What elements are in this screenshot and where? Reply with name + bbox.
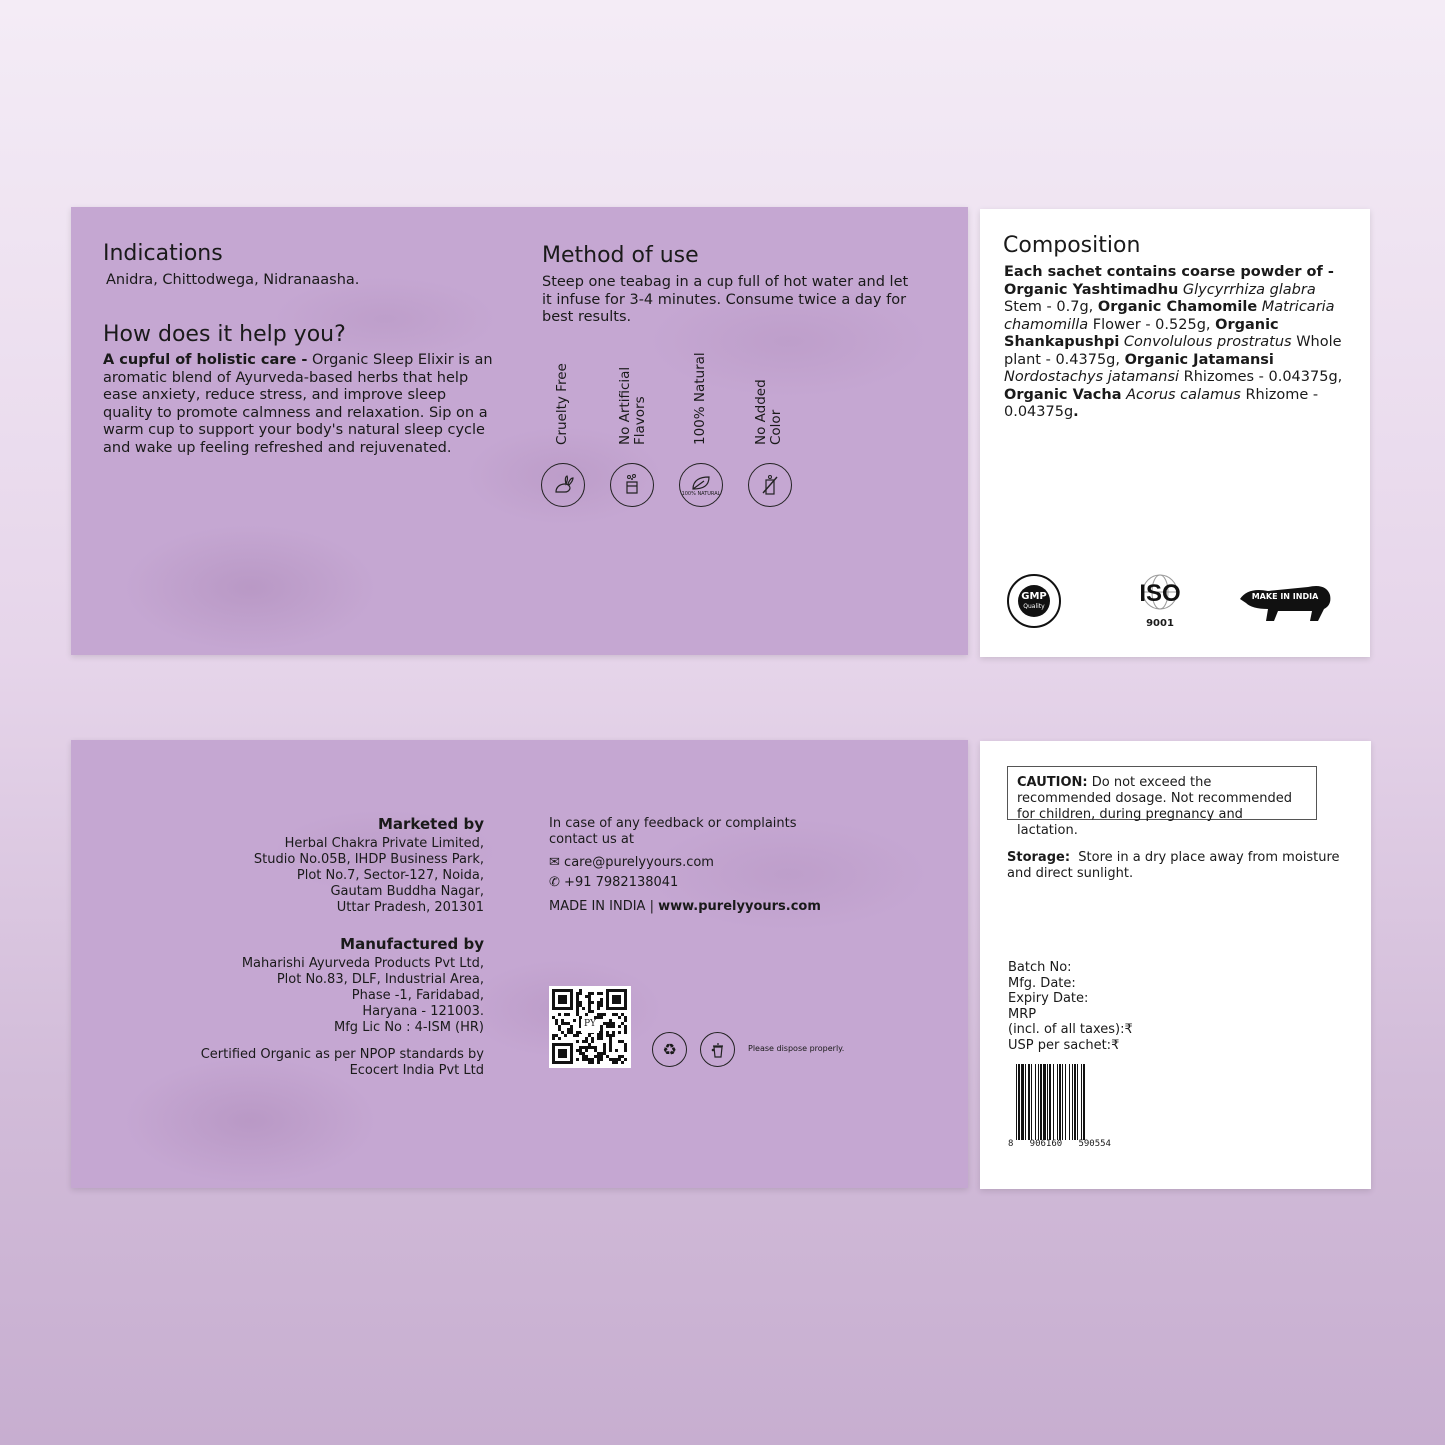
composition-title: Composition bbox=[1003, 233, 1141, 258]
website-link[interactable]: www.purelyyours.com bbox=[658, 899, 821, 914]
marketed-by-title: Marketed by bbox=[377, 815, 484, 833]
label-front-panel bbox=[71, 207, 968, 655]
phone-text: +91 7982138041 bbox=[564, 875, 679, 890]
qr-code bbox=[549, 986, 631, 1068]
whatsapp-icon: ✆ bbox=[549, 875, 560, 890]
feedback-text: In case of any feedback or complaints contact us at bbox=[549, 816, 797, 847]
rabbit-icon bbox=[541, 463, 585, 507]
caution-box: CAUTION: Do not exceed the recommended dosage. Not recommended for children, during pregnancy and lactation. bbox=[1007, 766, 1317, 820]
indications-text: Anidra, Chittodwega, Nidranaasha. bbox=[106, 272, 360, 288]
phone-row[interactable] bbox=[549, 875, 678, 891]
no-color-icon bbox=[748, 463, 792, 507]
label-back-panel bbox=[71, 740, 968, 1188]
mfg-date-field: Mfg. Date: bbox=[1008, 975, 1076, 991]
beaker-icon bbox=[610, 463, 654, 507]
batch-no-field: Batch No: bbox=[1008, 960, 1072, 975]
method-title: Method of use bbox=[542, 243, 699, 268]
barcode-digits: 8 906160 590554 bbox=[1008, 1139, 1111, 1149]
indications-title: Indications bbox=[103, 241, 223, 266]
made-in-india-row: MADE IN INDIA | www.purelyyours.com bbox=[549, 899, 821, 914]
method-text: Steep one teabag in a cup full of hot water and let it infuse for 3-4 minutes. Consume twice a day for best results. bbox=[542, 274, 909, 325]
usp-per-sachet-field: USP per sachet:₹ bbox=[1008, 1037, 1120, 1053]
mrp-taxes-field: (incl. of all taxes):₹ bbox=[1008, 1022, 1133, 1037]
iso-logo: ISO 9001 bbox=[1130, 572, 1190, 632]
dispose-text: Please dispose properly. bbox=[748, 1044, 845, 1053]
badge-label-no-added-color: No Added Color bbox=[753, 379, 784, 445]
leaf-icon: 100% NATURAL bbox=[679, 463, 723, 507]
make-in-india-logo: MAKE IN INDIA bbox=[1238, 579, 1334, 625]
help-text: A cupful of holistic care - Organic Sleep Elixir is an aromatic blend of Ayurveda-based herbs that help ease anxiety, reduce stress, and improve sleep quality to promote calmness and relaxation. Sip on a warm cup to support your body's natural sleep cycle and wake up feeling refreshed and rejuvenated. bbox=[103, 352, 493, 456]
manufactured-by-address: Maharishi Ayurveda Products Pvt Ltd, Plot No.83, DLF, Industrial Area, Phase -1, Faridabad, Haryana - 121003. Mfg Lic No : 4-ISM (HR) bbox=[241, 956, 484, 1035]
badge-label-no-artificial-flavors: No Artificial Flavors bbox=[617, 366, 648, 445]
recycle-icon: ♻ bbox=[652, 1032, 687, 1067]
composition-text: Each sachet contains coarse powder of - Organic Yashtimadhu Glycyrrhiza glabra Stem - 0.7g, Organic Chamomile Matricaria chamomilla Flower - 0.525g, Organic Shankapushpi Convolulous prostratus Whole plant - 0.4375g, Organic Jatamansi Nordostachys jatamansi Rhizomes - 0.04375g, Organic Vacha Acorus calamus Rhizome - 0.04375g. bbox=[1004, 264, 1343, 420]
mrp-field: MRP bbox=[1008, 1006, 1037, 1022]
batch-fields bbox=[1008, 960, 1133, 1053]
help-title: How does it help you? bbox=[103, 322, 346, 347]
expiry-date-field: Expiry Date: bbox=[1008, 991, 1089, 1006]
composition-panel bbox=[980, 209, 1370, 657]
info-panel bbox=[980, 741, 1371, 1189]
email-row[interactable] bbox=[549, 855, 714, 871]
qr-center-mark: PY bbox=[581, 1019, 599, 1033]
email-text: care@purelyyours.com bbox=[564, 855, 714, 870]
storage-text: Storage: Store in a dry place away from moisture and direct sunlight. bbox=[1007, 850, 1340, 881]
certification-note: Certified Organic as per NPOP standards by Ecocert India Pvt Ltd bbox=[200, 1047, 484, 1078]
manufactured-by-title: Manufactured by bbox=[340, 935, 484, 953]
dispose-bin-icon bbox=[700, 1032, 735, 1067]
marketed-by-address: Herbal Chakra Private Limited, Studio No.05B, IHDP Business Park, Plot No.7, Sector-127, Noida, Gautam Buddha Nagar, Uttar Pradesh, 201301 bbox=[253, 836, 484, 915]
barcode bbox=[1016, 1064, 1122, 1140]
mail-icon: ✉ bbox=[549, 855, 560, 870]
gmp-logo: GMP Quality bbox=[1006, 573, 1062, 629]
badge-label-100-natural: 100% Natural bbox=[692, 352, 708, 445]
badge-label-cruelty-free: Cruelty Free bbox=[554, 363, 570, 445]
